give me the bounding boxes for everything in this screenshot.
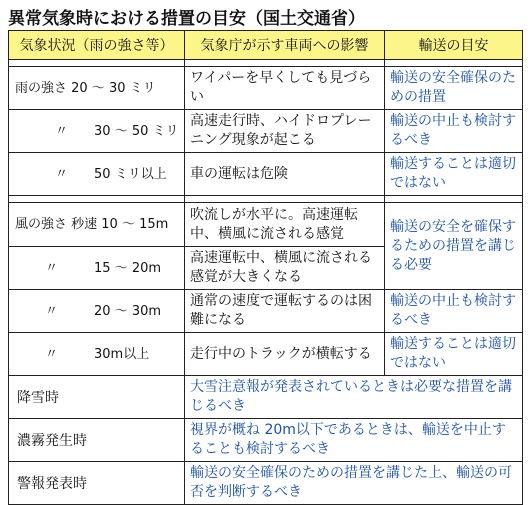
ditto-mark: 〃: [55, 123, 69, 139]
warning-row: [9, 462, 523, 505]
wind-condition-4: [9, 333, 185, 376]
wind-condition-1-text: 風の強さ 秒速 10 ～ 15m: [15, 217, 169, 232]
snow-text: 大雪注意報が発表されているときは必要な措置を講じるべき: [185, 376, 523, 419]
warning-label: 警報発表時: [9, 462, 185, 505]
header-condition: 気象状況（雨の強さ等）: [9, 31, 185, 60]
wind-guideline-3: 輸送の中止も検討するべき: [385, 290, 523, 333]
rain-guideline-2: 輸送の中止も検討するべき: [385, 110, 523, 153]
header-impact: 気象庁が示す車両への影響: [185, 31, 385, 60]
rain-row-1: [9, 67, 523, 110]
rain-impact-2: 高速走行時、ハイドロプレーニング現象が起こる: [185, 110, 385, 153]
wind-impact-2: 高速運転中、横風に流される感覚が大きくなる: [185, 247, 385, 290]
ditto-mark: 〃: [45, 303, 59, 319]
wind-impact-1: 吹流しが水平に。高速運転中、横風に流される感覚: [185, 203, 385, 247]
wind-guideline-4: 輸送することは適切ではない: [385, 333, 523, 376]
fog-label: 濃霧発生時: [9, 419, 185, 462]
rain-impact-3: 車の運転は危険: [185, 153, 385, 196]
rain-condition-2-text: 30 ～ 50 ミリ: [94, 123, 179, 139]
fog-text: 視界が概ね 20m以下であるときは、輸送を中止することも検討するべき: [185, 419, 523, 462]
rain-condition-3-text: 50 ミリ以上: [94, 166, 167, 182]
rain-condition-2: [9, 110, 185, 153]
rain-guideline-3: 輸送することは適切ではない: [385, 153, 523, 196]
wind-row-4: [9, 333, 523, 376]
wind-impact-4: 走行中のトラックが横転する: [185, 333, 385, 376]
fog-row: [9, 419, 523, 462]
spacer-row: [9, 196, 523, 203]
ditto-mark: 〃: [55, 166, 69, 182]
wind-condition-2: [9, 247, 185, 290]
spacer-row: [9, 60, 523, 67]
wind-condition-3: [9, 290, 185, 333]
rain-row-3: [9, 153, 523, 196]
ditto-mark: 〃: [45, 346, 59, 362]
wind-guideline-1: 輸送の安全を確保するための措置を講じる必要: [385, 203, 523, 290]
rain-condition-1-text: 雨の強さ 20 ～ 30 ミリ: [15, 80, 156, 96]
rain-impact-1: ワイパーを早くしても見づらい: [185, 67, 385, 110]
wind-impact-3: 通常の速度で運転するのは困難になる: [185, 290, 385, 333]
wind-condition-3-text: 20 ～ 30m: [94, 303, 162, 319]
header-row: [9, 31, 523, 60]
wind-condition-4-text: 30m以上: [94, 346, 150, 362]
warning-text: 輸送の安全確保のための措置を講じた上、輸送の可否を判断するべき: [185, 462, 523, 505]
wind-row-1: [9, 203, 523, 247]
snow-row: [9, 376, 523, 419]
ditto-mark: 〃: [45, 260, 59, 276]
rain-guideline-1: 輸送の安全確保のための措置: [385, 67, 523, 110]
rain-condition-1: [9, 67, 185, 110]
rain-row-2: [9, 110, 523, 153]
page-title: 異常気象時における措置の目安（国土交通省）: [8, 9, 365, 29]
header-guideline: 輸送の目安: [385, 31, 523, 60]
rain-condition-3: [9, 153, 185, 196]
snow-label: 降雪時: [9, 376, 185, 419]
wind-condition-1: [9, 203, 185, 247]
wind-condition-2-text: 15 ～ 20m: [94, 260, 162, 276]
guideline-table: [8, 30, 523, 505]
wind-row-3: [9, 290, 523, 333]
